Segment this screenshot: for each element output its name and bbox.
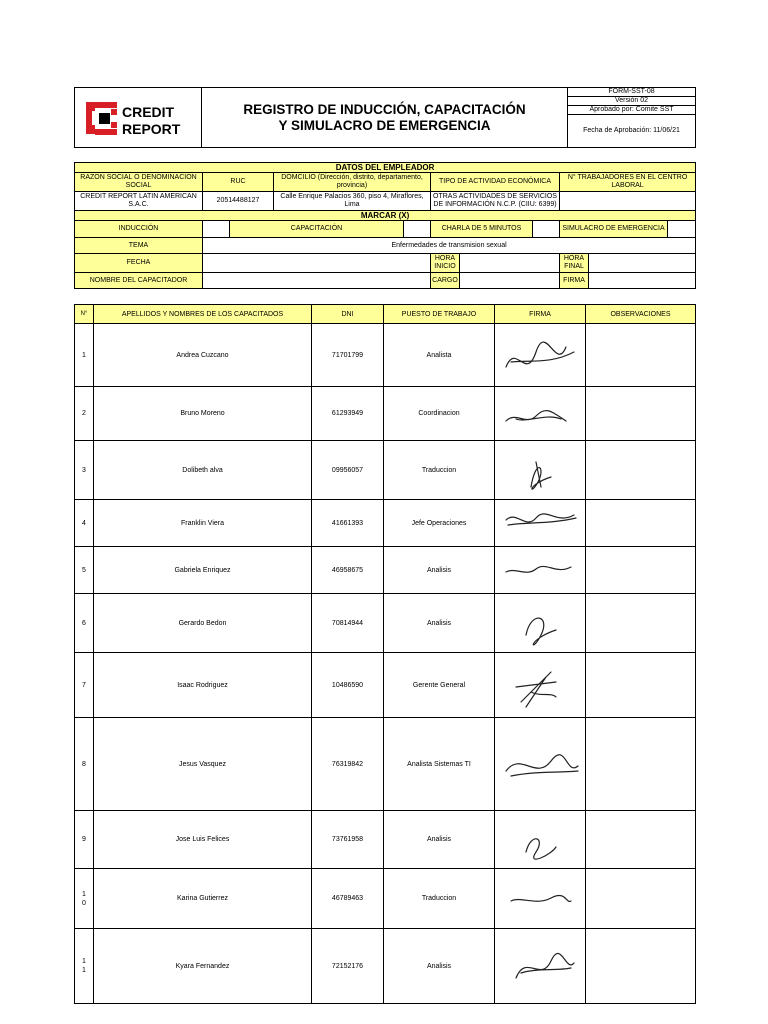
attendee-dni: 46958675 [312, 547, 384, 594]
signature-cell[interactable] [495, 929, 586, 1004]
form-approved-by: Aprobado por: Comite SST [568, 106, 695, 115]
checkbox-charla[interactable] [533, 221, 560, 238]
row-number: 1 [75, 324, 94, 387]
header-observaciones: OBSERVACIONES [586, 305, 696, 324]
attendee-puesto: Analisis [384, 547, 495, 594]
ruc-value: 20514488127 [203, 192, 274, 211]
table-row [75, 324, 696, 387]
attendee-puesto: Analisis [384, 594, 495, 653]
signature-image [496, 391, 584, 437]
attendee-dni: 71701799 [312, 324, 384, 387]
row-number: 9 [75, 811, 94, 869]
row-number: 5 [75, 547, 94, 594]
table-row [75, 441, 696, 500]
capacitador-value[interactable] [203, 273, 431, 289]
marcar-section-title: MARCAR (X) [75, 211, 696, 221]
attendee-dni: 73761958 [312, 811, 384, 869]
row-number: 4 [75, 500, 94, 547]
signature-cell[interactable] [495, 811, 586, 869]
label-induccion: INDUCCIÓN [75, 221, 203, 238]
table-row [75, 653, 696, 718]
attendee-name: Dolibeth alva [94, 441, 312, 500]
attendee-name: Jesus Vasquez [94, 718, 312, 811]
attendee-name: Kyara Fernandez [94, 929, 312, 1004]
signature-cell[interactable] [495, 441, 586, 500]
table-row [75, 929, 696, 1004]
row-number: 3 [75, 441, 94, 500]
observaciones-cell[interactable] [586, 718, 696, 811]
label-fecha: FECHA [75, 254, 203, 273]
form-info-cell [568, 88, 696, 148]
attendee-puesto: Gerente General [384, 653, 495, 718]
document-header [74, 87, 696, 148]
header-dni: DNI [312, 305, 384, 324]
signature-image [496, 500, 584, 546]
hora-inicio-value[interactable] [460, 254, 560, 273]
form-version: Versión 02 [568, 97, 695, 106]
attendee-puesto: Analista [384, 324, 495, 387]
observaciones-cell[interactable] [586, 653, 696, 718]
signature-image [496, 662, 584, 708]
col-trabajadores: N° TRABAJADORES EN EL CENTRO LABORAL [560, 173, 696, 192]
attendee-dni: 61293949 [312, 387, 384, 441]
signature-image [496, 447, 584, 493]
fecha-value[interactable] [203, 254, 431, 273]
domicilio-value: Calle Enrique Palacios 360, piso 4, Miraflores, Lima [274, 192, 431, 211]
attendee-dni: 72152176 [312, 929, 384, 1004]
table-row [75, 718, 696, 811]
signature-cell[interactable] [495, 324, 586, 387]
attendee-dni: 10486590 [312, 653, 384, 718]
header-firma: FIRMA [495, 305, 586, 324]
row-number: 2 [75, 387, 94, 441]
tema-value[interactable]: Enfermedades de transmision sexual [203, 238, 696, 254]
document-title-line1: REGISTRO DE INDUCCIÓN, CAPACITACIÓN [243, 101, 526, 117]
observaciones-cell[interactable] [586, 500, 696, 547]
attendee-puesto: Coordinacion [384, 387, 495, 441]
attendee-dni: 46789463 [312, 869, 384, 929]
attendee-dni: 41661393 [312, 500, 384, 547]
label-capacitador: NOMBRE DEL CAPACITADOR [75, 273, 203, 289]
col-razon: RAZON SOCIAL O DENOMINACION SOCIAL [75, 173, 203, 192]
attendee-puesto: Analisis [384, 811, 495, 869]
signature-cell[interactable] [495, 594, 586, 653]
label-simulacro: SIMULACRO DE EMERGENCIA [560, 221, 668, 238]
attendee-puesto: Jefe Operaciones [384, 500, 495, 547]
table-row [75, 869, 696, 929]
credit-report-logo [78, 93, 198, 143]
employer-section-title: DATOS DEL EMPLEADOR [75, 163, 696, 173]
row-number: 1 1 [75, 929, 94, 1004]
form-code: FORM-SST-08 [568, 88, 695, 97]
attendee-name: Karina Gutierrez [94, 869, 312, 929]
observaciones-cell[interactable] [586, 387, 696, 441]
observaciones-cell[interactable] [586, 869, 696, 929]
row-number: 1 0 [75, 869, 94, 929]
razon-value: CREDIT REPORT LATIN AMERICAN S.A.C. [75, 192, 203, 211]
trabajadores-value[interactable] [560, 192, 696, 211]
col-ruc: RUC [203, 173, 274, 192]
header-num: N° [75, 305, 94, 324]
observaciones-cell[interactable] [586, 441, 696, 500]
attendee-dni: 76319842 [312, 718, 384, 811]
checkbox-simulacro[interactable] [668, 221, 696, 238]
signature-cell[interactable] [495, 387, 586, 441]
attendee-puesto: Analista Sistemas TI [384, 718, 495, 811]
table-row [75, 811, 696, 869]
attendee-dni: 09956057 [312, 441, 384, 500]
title-cell [202, 88, 568, 148]
label-tema: TEMA [75, 238, 203, 254]
logo-text-line2: REPORT [122, 120, 181, 137]
attendee-name: Jose Luis Felices [94, 811, 312, 869]
form-approval-date: Fecha de Aprobación: 11/06/21 [583, 127, 680, 134]
signature-cell[interactable] [495, 500, 586, 547]
table-row [75, 547, 696, 594]
signature-image [496, 943, 584, 989]
header-puesto: PUESTO DE TRABAJO [384, 305, 495, 324]
checkbox-capacitacion[interactable] [404, 221, 431, 238]
signature-image [496, 876, 584, 922]
label-hora-inicio: HORA INICIO [431, 254, 460, 273]
hora-final-value[interactable] [589, 254, 696, 273]
attendee-name: Gerardo Bedon [94, 594, 312, 653]
table-row [75, 500, 696, 547]
attendee-name: Isaac Rodriguez [94, 653, 312, 718]
attendees-table [74, 304, 696, 1004]
row-number: 7 [75, 653, 94, 718]
signature-cell[interactable] [495, 547, 586, 594]
checkbox-induccion[interactable] [203, 221, 230, 238]
observaciones-cell[interactable] [586, 324, 696, 387]
employer-table [74, 162, 696, 289]
observaciones-cell[interactable] [586, 811, 696, 869]
cargo-value[interactable] [460, 273, 560, 289]
label-capacitacion: CAPACITACIÓN [230, 221, 404, 238]
observaciones-cell[interactable] [586, 929, 696, 1004]
label-charla: CHARLA DE 5 MINUTOS [431, 221, 533, 238]
attendee-puesto: Analisis [384, 929, 495, 1004]
signature-cell[interactable] [495, 653, 586, 718]
signature-image [496, 332, 584, 378]
signature-cell[interactable] [495, 869, 586, 929]
label-hora-final: HORA FINAL [560, 254, 589, 273]
signature-cell[interactable] [495, 718, 586, 811]
logo-cell [75, 88, 202, 148]
table-row [75, 387, 696, 441]
actividad-value: OTRAS ACTIVIDADES DE SERVICIOS DE INFORMACIÓN N.C.P. (CIIU: 6399) [431, 192, 560, 211]
col-actividad: TIPO DE ACTIVIDAD ECONÓMICA [431, 173, 560, 192]
observaciones-cell[interactable] [586, 547, 696, 594]
attendee-puesto: Traduccion [384, 441, 495, 500]
logo-text-line1: CREDIT [122, 103, 175, 120]
attendee-dni: 70814944 [312, 594, 384, 653]
row-number: 8 [75, 718, 94, 811]
header-nombres: APELLIDOS Y NOMBRES DE LOS CAPACITADOS [94, 305, 312, 324]
table-row [75, 594, 696, 653]
attendee-name: Andrea Cuzcano [94, 324, 312, 387]
signature-image [496, 600, 584, 646]
attendee-name: Franklin Viera [94, 500, 312, 547]
label-cargo: CARGO [431, 273, 460, 289]
document-title-line2: Y SIMULACRO DE EMERGENCIA [278, 117, 491, 133]
firma-value[interactable] [589, 273, 696, 289]
label-firma: FIRMA [560, 273, 589, 289]
signature-image [496, 547, 584, 593]
col-domicilio: DOMCILIO (Dirección, distrito, departamento, provincia) [274, 173, 431, 192]
attendee-name: Bruno Moreno [94, 387, 312, 441]
observaciones-cell[interactable] [586, 594, 696, 653]
row-number: 6 [75, 594, 94, 653]
attendee-name: Gabriela Enriquez [94, 547, 312, 594]
signature-image [496, 817, 584, 863]
signature-image [496, 741, 584, 787]
attendee-puesto: Traduccion [384, 869, 495, 929]
